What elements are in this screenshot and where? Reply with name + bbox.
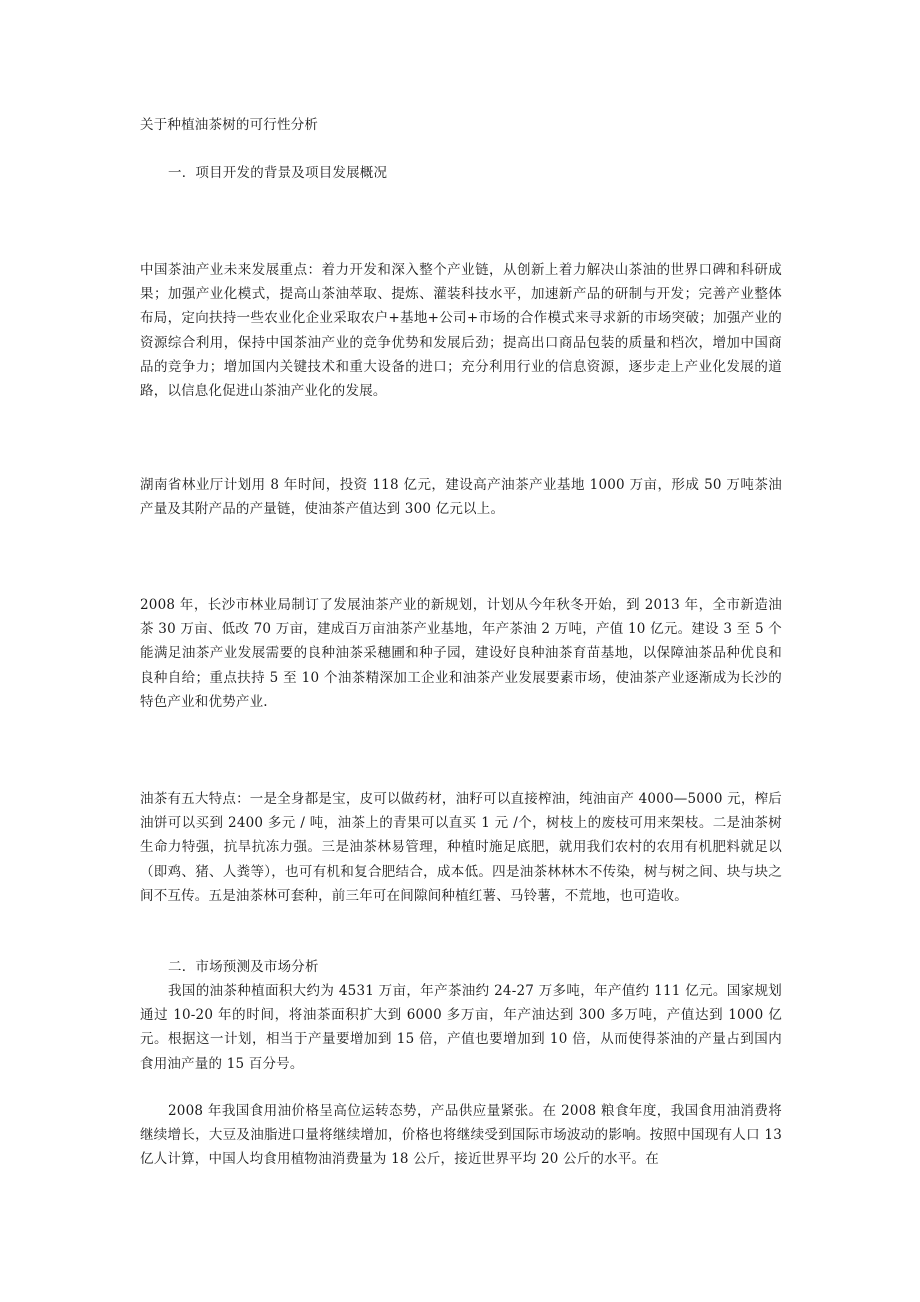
paragraph-changsha-plan: 2008 年，长沙市林业局制订了发展油茶产业的新规划，计划从今年秋冬开始，到 2013 年，全市新造油茶 30 万亩、低改 70 万亩，建成百万亩油茶产业基地，年产茶油 2 万吨，产值 10 亿元。建设 3 至 5 个能满足油茶产业发展需要的良种油茶采穗圃和种子园，建设好良种油茶育苗基地，以保障油茶品种优良和良种自给；重点扶持 5 至 10 个油茶精深加工企业和油茶产业发展要素市场，使油茶产业逐渐成为长沙的特色产业和优势产业. — [140, 597, 782, 710]
paragraph-edible-oil-market: 2008 年我国食用油价格呈高位运转态势，产品供应量紧张。在 2008 粮食年度，我国食用油消费将继续增长，大豆及油脂进口量将继续增加，价格也将继续受到国际市场波动的影响。按照中国现有人口 13 亿人计算，中国人均食用植物油消费量为 18 公斤，接近世界平均 20 公斤的水平。在 — [140, 1103, 782, 1168]
paragraph-hunan-plan: 湖南省林业厅计划用 8 年时间，投资 118 亿元，建设高产油茶产业基地 1000 万亩，形成 50 万吨茶油产量及其附产品的产量链，使油茶产值达到 300 亿元以上。 — [140, 477, 782, 518]
section-heading-market: 二．市场预测及市场分析 — [168, 959, 319, 975]
document-title: 关于种植油茶树的可行性分析 — [140, 117, 319, 133]
paragraph-industry-focus: 中国茶油产业未来发展重点：着力开发和深入整个产业链，从创新上着力解决山茶油的世界口碑和科研成果；加强产业化模式，提高山茶油萃取、提炼、灌装科技水平，加速新产品的研制与开发；完善产业整体布局，定向扶持一些农业化企业采取农户+基地+公司+市场的合作模式来寻求新的市场突破；加强产业的资源综合利用，保持中国茶油产业的竞争优势和发展后劲；提高出口商品包装的质量和档次，增加中国商品的竞争力；增加国内关键技术和重大设备的进口；充分利用行业的信息资源，逐步走上产业化发展的道路，以信息化促进山茶油产业化的发展。 — [140, 262, 782, 400]
paragraph-national-plan: 我国的油茶种植面积大约为 4531 万亩，年产茶油约 24-27 万多吨，年产值约 111 亿元。国家规划通过 10-20 年的时间，将油茶面积扩大到 6000 多万亩，年产油达到 300 多万吨，产值达到 1000 亿元。根据这一计划，相当于产量要增加到 15 倍，产值也要增加到 10 倍，从而使得茶油的产量占到国内食用油产量的 15 百分号。 — [140, 983, 782, 1072]
paragraph-five-features: 油茶有五大特点：一是全身都是宝，皮可以做药材，油籽可以直接榨油，纯油亩产 4000—5000 元，榨后油饼可以买到 2400 多元 / 吨，油茶上的青果可以直买 1 元 /个，树枝上的废枝可用来架枝。二是油茶树生命力特强，抗旱抗冻力强。三是油茶林易管理，种植时施足底肥，就用我们农村的农用有机肥料就足以（即鸡、猪、人粪等），也可有机和复合肥结合，成本低。四是油茶林林木不传染，树与树之间、块与块之间不互传。五是油茶林可套种，前三年可在间隙间种植红薯、马铃薯，不荒地，也可造收。 — [140, 791, 782, 904]
section-heading-background: 一．项目开发的背景及项目发展概况 — [168, 165, 388, 181]
